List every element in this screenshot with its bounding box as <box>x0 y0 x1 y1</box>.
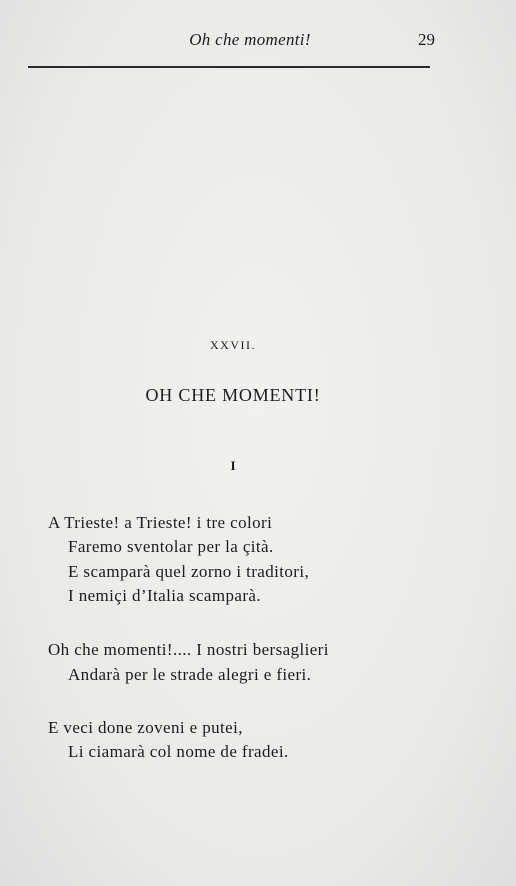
verse-line: Oh che momenti!.... I nostri bersaglieri <box>48 640 329 659</box>
verse-line: E scamparà quel zorno i traditori, <box>68 562 310 581</box>
verse-line: Faremo sventolar per la çità. <box>68 537 274 556</box>
poem-title: OH CHE MOMENTI! <box>145 385 321 405</box>
verse-line: I nemiçi d’Italia scamparà. <box>68 586 261 605</box>
verse-line: Andarà per le strade alegri e fieri. <box>68 665 312 684</box>
running-head <box>0 30 516 56</box>
verse-line: A Trieste! a Trieste! i tre colori <box>48 513 273 532</box>
header-rule <box>28 66 430 68</box>
running-title: Oh che momenti! <box>189 30 311 49</box>
poem-number: XXVII. <box>210 338 256 352</box>
page-number: 29 <box>418 30 435 49</box>
verse-line: Li ciamarà col nome de fradei. <box>68 742 289 761</box>
verse-line: E veci done zoveni e putei, <box>48 718 243 737</box>
section-number: I <box>230 458 236 473</box>
